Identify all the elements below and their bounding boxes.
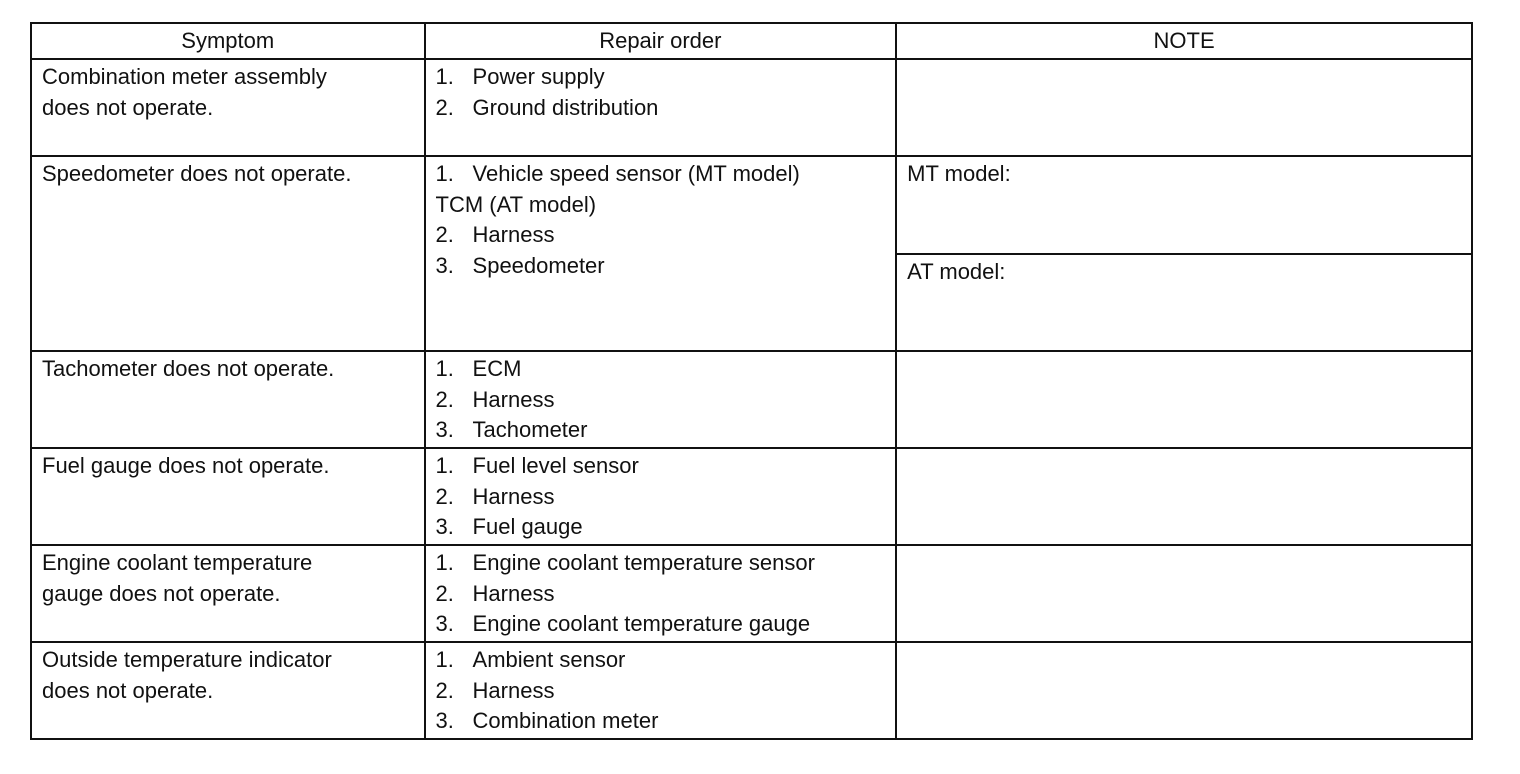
symptom-line: Combination meter assembly — [42, 64, 327, 89]
repair-order-cell — [425, 642, 897, 739]
repair-step: 2. Harness — [435, 677, 555, 703]
table-row — [31, 448, 1472, 545]
repair-step-continuation: TCM (AT model) — [435, 191, 597, 217]
table-row — [31, 351, 1472, 448]
symptom-line: does not operate. — [42, 94, 214, 120]
symptom-line: Tachometer does not operate. — [42, 356, 335, 381]
symptom-line: Speedometer does not operate. — [42, 161, 352, 186]
repair-order-cell — [425, 448, 897, 545]
repair-step: 2. Harness — [435, 386, 555, 412]
symptom-line: Outside temperature indicator — [42, 647, 332, 672]
repair-step: 1. Ambient sensor — [435, 647, 626, 672]
header-repair-order: Repair order — [425, 23, 897, 59]
note-cell — [896, 642, 1472, 739]
repair-order-cell — [425, 59, 897, 156]
header-note: NOTE — [896, 23, 1472, 59]
symptom-cell — [31, 351, 425, 448]
note-cell — [896, 545, 1472, 642]
note-cell — [896, 156, 1472, 351]
note-cell — [896, 351, 1472, 448]
header-symptom: Symptom — [31, 23, 425, 59]
repair-step: 3. Tachometer — [435, 417, 588, 442]
symptom-cell — [31, 156, 425, 351]
repair-step: 2. Harness — [435, 580, 555, 606]
symptom-line: does not operate. — [42, 677, 214, 703]
symptom-cell — [31, 59, 425, 156]
symptom-table — [30, 22, 1473, 740]
table-row — [31, 642, 1472, 739]
repair-step: 3. Fuel gauge — [435, 514, 583, 539]
symptom-line: Fuel gauge does not operate. — [42, 453, 330, 478]
symptom-line: Engine coolant temperature — [42, 550, 313, 575]
table-row — [31, 59, 1472, 156]
note-mt-model: MT model: — [907, 161, 1011, 186]
repair-step: 3. Engine coolant temperature gauge — [435, 611, 811, 636]
repair-step: 2. Harness — [435, 222, 555, 247]
header-row — [31, 23, 1472, 59]
table-row — [31, 545, 1472, 642]
symptom-cell — [31, 448, 425, 545]
repair-order-cell — [425, 156, 897, 351]
note-at-model: AT model: — [897, 253, 1471, 351]
repair-step: 1. ECM — [435, 356, 522, 381]
symptom-line: gauge does not operate. — [42, 580, 281, 606]
repair-step: 1. Vehicle speed sensor (MT model) — [435, 161, 800, 186]
repair-step: 1. Fuel level sensor — [435, 453, 639, 478]
repair-step: 3. Speedometer — [435, 252, 605, 278]
repair-step: 2. Ground distribution — [435, 94, 659, 120]
note-cell — [896, 448, 1472, 545]
repair-step: 1. Engine coolant temperature sensor — [435, 550, 815, 575]
symptom-cell — [31, 545, 425, 642]
repair-order-cell — [425, 351, 897, 448]
repair-step: 3. Combination meter — [435, 708, 659, 733]
table-row — [31, 156, 1472, 351]
repair-step: 1. Power supply — [435, 64, 605, 89]
repair-order-cell — [425, 545, 897, 642]
note-cell — [896, 59, 1472, 156]
symptom-cell — [31, 642, 425, 739]
repair-step: 2. Harness — [435, 483, 555, 509]
